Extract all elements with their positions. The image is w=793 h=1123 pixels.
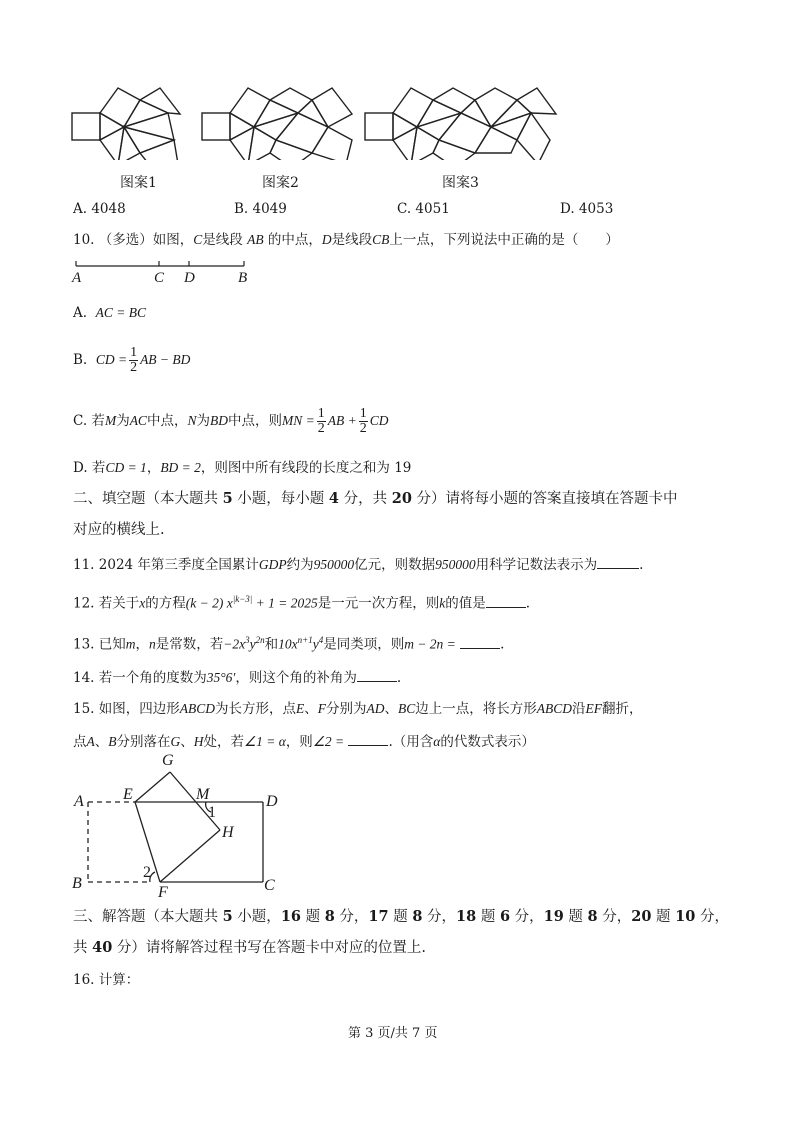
- fraction: $\frac{1}{2}$: [317, 406, 325, 436]
- fig-label-a: A: [74, 793, 84, 810]
- q10-number: 10.: [73, 232, 95, 248]
- answer-blank[interactable]: [348, 731, 388, 746]
- q10-text4: 上一点，下列说法中正确的是（ ）: [389, 232, 619, 248]
- segment-label-b: B: [238, 270, 248, 286]
- q10-text2: 的中点，: [267, 232, 322, 248]
- q10-option-d: D. 若CD = 1，BD = 2，则图中所有线段的长度之和为 19: [73, 460, 412, 476]
- segment-label-d: D: [184, 270, 195, 286]
- fig-label-c: C: [264, 877, 275, 894]
- q9-option-b: B. 4049: [234, 201, 287, 217]
- q16: 16. 计算：: [73, 972, 140, 988]
- segment-label-c: C: [154, 270, 165, 286]
- answer-blank[interactable]: [486, 593, 526, 608]
- q10-stem: [73, 231, 619, 249]
- q10-option-c: C. 若M为AC中点，N为BD中点，则MN = $\frac{1}{2}$ AB + $\frac{1}{2}$ CD: [73, 406, 389, 436]
- q15-fold-figure: [80, 752, 290, 902]
- q9-option-c: C. 4051: [397, 201, 450, 217]
- q10-var-d: D: [321, 232, 332, 247]
- fig-label-d: D: [266, 793, 278, 810]
- fraction: $\frac{1}{2}$: [359, 406, 367, 436]
- fig-label-g: G: [162, 752, 174, 769]
- option-lhs: CD =: [95, 352, 128, 367]
- q14: 14. 若一个角的度数为35°6′，则这个角的补角为 .: [73, 667, 401, 687]
- option-label: B.: [73, 352, 88, 368]
- segment-label-a: A: [72, 270, 82, 286]
- q10-var-ab: AB: [247, 232, 264, 247]
- q15-line1: 15. 如图，四边形ABCD为长方形，点E、F分别为AD、BC边上一点，将长方形ABCD沿EF翻折，: [73, 701, 643, 717]
- fig-label-e: E: [123, 786, 133, 803]
- section3-heading: 三、解答题（本大题共 5 小题，16 题 8 分，17 题 8 分，18 题 6 分，19 题 8 分，20 题 10 分，: [73, 908, 729, 925]
- q9-option-a: A. 4048: [73, 201, 126, 217]
- answer-blank[interactable]: [460, 634, 500, 649]
- pattern-2: [202, 88, 352, 160]
- section2-heading: 二、填空题（本大题共 5 小题，每小题 4 分，共 20 分）请将每小题的答案直接填在答题卡中: [73, 490, 678, 507]
- q10-prefix: （多选）如图，: [98, 232, 194, 248]
- pattern-label-2: 图案2: [262, 175, 299, 191]
- pattern-label-1: 图案1: [120, 175, 157, 191]
- answer-blank[interactable]: [357, 667, 397, 682]
- fig-label-angle-1: 1: [208, 804, 216, 821]
- page-footer: 第 3 页/共 7 页: [348, 1026, 438, 1041]
- answer-blank[interactable]: [597, 554, 639, 569]
- q10-segment: [70, 258, 260, 272]
- q15-line2: 点A、B分别落在G、H处，若∠1 = α，则∠2 = .（用含α的代数式表示）: [73, 731, 535, 751]
- fig-label-b: B: [72, 875, 82, 892]
- q12: 12. 若关于x的方程(k − 2) $x^{|k-3|} + 1 = 2025$是一元一次方程，则k的值是 .: [73, 594, 531, 612]
- fig-label-f: F: [158, 884, 168, 901]
- q10-option-b: [73, 342, 190, 378]
- option-label: C. 若: [73, 413, 105, 429]
- option-expr: AC = BC: [95, 305, 147, 320]
- q10-var-cb: CB: [372, 232, 390, 247]
- section3-heading-cont: 共 40 分）请将解答过程书写在答题卡中对应的位置上.: [73, 939, 427, 956]
- q10-text1: 是线段: [202, 232, 243, 248]
- pattern-figures: [60, 80, 560, 160]
- fig-label-angle-2: 2: [143, 864, 151, 881]
- q10-text3: 是线段: [331, 232, 373, 248]
- fig-label-h: H: [222, 824, 234, 841]
- section2-heading-cont: 对应的横线上.: [73, 522, 165, 538]
- fig-label-m: M: [196, 786, 210, 803]
- q10-option-a: [73, 304, 146, 322]
- pattern-1: [72, 88, 180, 160]
- q13: 13. 已知m，n是常数，若$-2x^3y^{2n}$和$10x^{n+1}y^4$是同类项，则m − 2n = .: [73, 635, 505, 653]
- q10-var-c: C: [193, 232, 203, 247]
- option-label: A.: [73, 305, 88, 321]
- option-rhs: AB − BD: [140, 352, 191, 367]
- pattern-label-3: 图案3: [442, 175, 479, 191]
- pattern-3: [365, 88, 556, 160]
- fraction: $\frac{1}{2}$: [130, 345, 138, 375]
- q9-option-d: D. 4053: [560, 201, 614, 217]
- q11: 11. 2024 年第三季度全国累计GDP约为950000亿元，则数据950000用科学记数法表示为 .: [73, 554, 643, 574]
